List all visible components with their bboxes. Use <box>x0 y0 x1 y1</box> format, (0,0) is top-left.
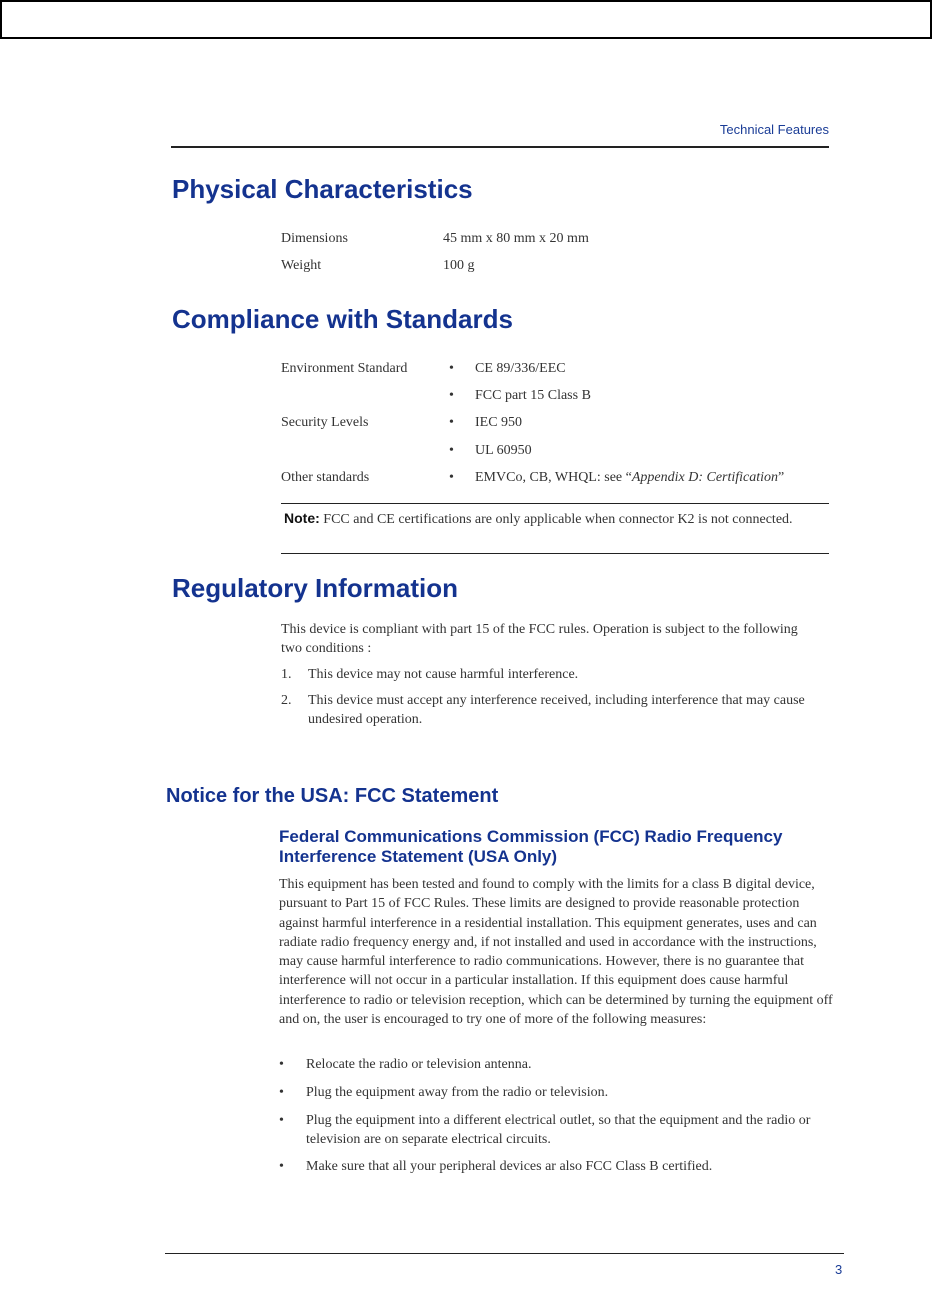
fcc-body-paragraph: This equipment has been tested and found to comply with the limits for a class B digital device, pursuant to Part 15 of FCC Rules. These limits are designed to provide reasonable protection against harmful interference in a residential installation. This equipment generates, uses and can radiate radio frequency energy and, if not installed and used in accordance with the instructions, may cause harmful interference to radio communications. However, there is no guarantee that interference will not occur in a particular installation. If this equipment does cause harmful interference to radio or television reception, which can be determined by turning the equipment off and on, the user is encouraged to try one of more of the following measures: <box>279 877 833 1028</box>
header-rule <box>171 146 829 148</box>
numbered-item <box>281 665 826 684</box>
bullet-glyph: • <box>279 1085 284 1100</box>
standard-label: Other standards <box>281 469 370 485</box>
bullet-glyph: • <box>449 388 454 404</box>
regulatory-heading: Regulatory Information <box>172 573 459 603</box>
standard-value: FCC part 15 Class B <box>475 388 591 404</box>
numbered-item <box>281 691 826 729</box>
bullet-glyph: • <box>279 1057 284 1072</box>
item-number: 1. <box>281 667 292 682</box>
item-text: This device may not cause harmful interference. <box>308 667 579 682</box>
appendix-reference: Appendix D: Certification <box>631 469 779 485</box>
bullet-glyph: • <box>449 361 454 376</box>
reference-suffix: ” <box>778 469 785 485</box>
bullet-glyph: • <box>449 442 454 458</box>
bullet-glyph: • <box>449 469 454 485</box>
measure-list-item <box>279 1111 839 1149</box>
physical-characteristics-heading: Physical Characteristics <box>172 174 473 204</box>
fcc-subheading: Federal Communications Commission (FCC) Radio Frequency Interference Statement (USA Only) <box>279 827 783 866</box>
bullet-glyph: • <box>449 415 454 431</box>
spec-label: Dimensions <box>281 231 348 246</box>
measure-text: Relocate the radio or television antenna. <box>306 1057 532 1072</box>
spec-value: 100 g <box>443 258 475 273</box>
standard-value: CE 89/336/EEC <box>475 361 566 376</box>
item-number: 2. <box>281 693 292 708</box>
measure-text: Plug the equipment into a different electrical outlet, so that the equipment and the radio or television are on separate electrical circuits. <box>306 1113 811 1147</box>
running-header-title: Technical Features <box>719 122 829 137</box>
note-box <box>281 503 829 554</box>
spec-label: Weight <box>281 258 322 273</box>
item-text: This device must accept any interference received, including interference that may cause undesired operation. <box>308 693 805 727</box>
measure-list-item <box>279 1083 839 1102</box>
standard-value-with-reference <box>475 470 784 486</box>
bullet-glyph: • <box>279 1159 284 1174</box>
measure-text: Plug the equipment away from the radio or television. <box>306 1085 609 1100</box>
footer-rule <box>165 1253 844 1254</box>
page-number: 3 <box>835 1262 843 1277</box>
measure-list-item <box>279 1157 839 1176</box>
regulatory-intro: This device is compliant with part 15 of the FCC rules. Operation is subject to the following two conditions : <box>281 622 798 656</box>
reference-prefix: EMVCo, CB, WHQL: see “ <box>475 469 632 485</box>
standard-label: Security Levels <box>281 415 369 431</box>
measure-text: Make sure that all your peripheral devices ar also FCC Class B certified. <box>306 1159 713 1174</box>
top-frame-bar <box>0 0 932 39</box>
measure-list-item <box>279 1055 839 1074</box>
note-body: FCC and CE certifications are only applicable when connector K2 is not connected. <box>319 512 793 527</box>
note-label: Note: <box>284 510 320 526</box>
standard-label: Environment Standard <box>281 361 408 376</box>
spec-value: 45 mm x 80 mm x 20 mm <box>443 231 589 246</box>
fcc-notice-heading: Notice for the USA: FCC Statement <box>166 785 499 807</box>
bullet-glyph: • <box>279 1113 284 1128</box>
compliance-heading: Compliance with Standards <box>172 304 513 334</box>
standard-value: UL 60950 <box>475 442 532 458</box>
note-text <box>284 509 804 529</box>
standard-value: IEC 950 <box>475 415 523 431</box>
